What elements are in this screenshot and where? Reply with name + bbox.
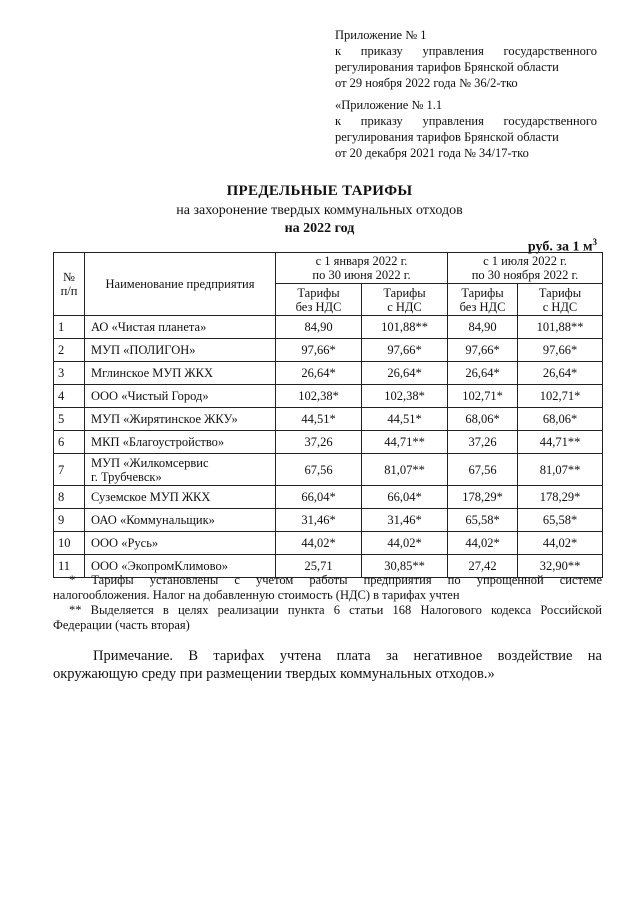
tariffs-table bbox=[53, 252, 603, 578]
footnote-2-line1: ** Выделяется в целях реализации пункта 6 статьи 168 Налогового кодекса Российской bbox=[69, 603, 602, 617]
row-number: 9 bbox=[54, 509, 85, 532]
row-p1-vat: 102,38* bbox=[362, 385, 448, 408]
row-name: ООО «Чистый Город» bbox=[85, 385, 276, 408]
row-number: 6 bbox=[54, 431, 85, 454]
document-year: на 2022 год bbox=[284, 221, 355, 236]
row-p2-vat: 44,71** bbox=[518, 431, 603, 454]
row-number: 10 bbox=[54, 532, 85, 555]
row-p1-no-vat: 44,02* bbox=[276, 532, 362, 555]
row-p2-vat: 68,06* bbox=[518, 408, 603, 431]
row-p2-no-vat: 37,26 bbox=[448, 431, 518, 454]
header-p2-no-vat: Тарифы без НДС bbox=[448, 284, 518, 316]
row-number: 4 bbox=[54, 385, 85, 408]
table-row bbox=[54, 509, 603, 532]
row-p2-vat: 32,90** bbox=[518, 555, 603, 578]
unit-sup: 3 bbox=[592, 237, 597, 247]
appendix-1-1-line3: от 20 декабря 2021 года № 34/17-тко bbox=[335, 146, 529, 160]
row-name: МУП «Жирятинское ЖКУ» bbox=[85, 408, 276, 431]
row-name: МУП «ПОЛИГОН» bbox=[85, 339, 276, 362]
row-p2-no-vat: 26,64* bbox=[448, 362, 518, 385]
row-name: МКП «Благоустройство» bbox=[85, 431, 276, 454]
footnote-star-2 bbox=[53, 603, 602, 633]
footnote-2-line2: Федерации (часть вторая) bbox=[53, 618, 190, 632]
row-number: 11 bbox=[54, 555, 85, 578]
row-name: ООО «Русь» bbox=[85, 532, 276, 555]
row-number: 8 bbox=[54, 486, 85, 509]
unit-text: руб. за 1 м bbox=[527, 239, 593, 255]
row-name: Суземское МУП ЖКХ bbox=[85, 486, 276, 509]
row-p2-no-vat: 67,56 bbox=[448, 454, 518, 486]
document-subtitle: на захоронение твердых коммунальных отходов bbox=[176, 203, 463, 218]
row-p1-no-vat: 102,38* bbox=[276, 385, 362, 408]
row-name: Мглинское МУП ЖКХ bbox=[85, 362, 276, 385]
row-p1-no-vat: 67,56 bbox=[276, 454, 362, 486]
table-body bbox=[54, 316, 603, 578]
appendix-1-line3: от 29 ноября 2022 года № 36/2-тко bbox=[335, 76, 518, 90]
row-p1-no-vat: 37,26 bbox=[276, 431, 362, 454]
row-p2-no-vat: 68,06* bbox=[448, 408, 518, 431]
row-number: 5 bbox=[54, 408, 85, 431]
row-p2-no-vat: 65,58* bbox=[448, 509, 518, 532]
row-name: ООО «ЭкопромКлимово» bbox=[85, 555, 276, 578]
header-number: № п/п bbox=[54, 253, 85, 316]
appendix-1-line2: регулирования тарифов Брянской области bbox=[335, 60, 559, 74]
document-title: ПРЕДЕЛЬНЫЕ ТАРИФЫ bbox=[226, 183, 413, 199]
appendix-1-block bbox=[335, 27, 597, 91]
header-period-1: с 1 января 2022 г. по 30 июня 2022 г. bbox=[276, 253, 448, 284]
footnote-1-line2: налогообложения. Налог на добавленную стоимость (НДС) в тарифах учтен bbox=[53, 588, 460, 602]
appendix-1-1-line2: регулирования тарифов Брянской области bbox=[335, 130, 559, 144]
remark-block bbox=[53, 647, 602, 683]
table-row bbox=[54, 385, 603, 408]
row-p1-no-vat: 31,46* bbox=[276, 509, 362, 532]
row-p1-vat: 101,88** bbox=[362, 316, 448, 339]
row-p1-no-vat: 66,04* bbox=[276, 486, 362, 509]
row-p2-vat: 97,66* bbox=[518, 339, 603, 362]
row-p1-vat: 44,71** bbox=[362, 431, 448, 454]
row-p2-no-vat: 102,71* bbox=[448, 385, 518, 408]
row-name: АО «Чистая планета» bbox=[85, 316, 276, 339]
row-p2-vat: 44,02* bbox=[518, 532, 603, 555]
table-row bbox=[54, 454, 603, 486]
table-row bbox=[54, 362, 603, 385]
header-p2-vat: Тарифы с НДС bbox=[518, 284, 603, 316]
row-p1-vat: 44,51* bbox=[362, 408, 448, 431]
appendix-1-title: Приложение № 1 bbox=[335, 28, 427, 42]
row-p1-vat: 81,07** bbox=[362, 454, 448, 486]
row-p2-no-vat: 178,29* bbox=[448, 486, 518, 509]
row-p1-no-vat: 84,90 bbox=[276, 316, 362, 339]
row-p1-vat: 26,64* bbox=[362, 362, 448, 385]
row-p1-no-vat: 97,66* bbox=[276, 339, 362, 362]
row-p2-vat: 102,71* bbox=[518, 385, 603, 408]
row-p2-vat: 65,58* bbox=[518, 509, 603, 532]
appendix-1-1-block bbox=[335, 97, 597, 161]
table-row bbox=[54, 339, 603, 362]
row-number: 3 bbox=[54, 362, 85, 385]
row-name: ОАО «Коммунальщик» bbox=[85, 509, 276, 532]
remark-line1: Примечание. В тарифах учтена плата за негативное воздействие на bbox=[93, 648, 602, 664]
remark-line2: окружающую среду при размещении твердых коммунальных отходов.» bbox=[53, 666, 495, 682]
header-name: Наименование предприятия bbox=[85, 253, 276, 316]
row-p2-no-vat: 97,66* bbox=[448, 339, 518, 362]
row-p1-vat: 97,66* bbox=[362, 339, 448, 362]
appendix-1-line1: к приказу управления государственного bbox=[335, 44, 597, 58]
row-number: 2 bbox=[54, 339, 85, 362]
header-p1-no-vat: Тарифы без НДС bbox=[276, 284, 362, 316]
table-row bbox=[54, 408, 603, 431]
row-p2-vat: 178,29* bbox=[518, 486, 603, 509]
row-p1-vat: 44,02* bbox=[362, 532, 448, 555]
row-p2-no-vat: 44,02* bbox=[448, 532, 518, 555]
appendix-1-1-title: «Приложение № 1.1 bbox=[335, 98, 443, 112]
table-row bbox=[54, 316, 603, 339]
row-p2-vat: 81,07** bbox=[518, 454, 603, 486]
row-p2-vat: 101,88** bbox=[518, 316, 603, 339]
footnote-star-1 bbox=[53, 573, 602, 603]
row-p1-vat: 31,46* bbox=[362, 509, 448, 532]
row-p1-vat: 30,85** bbox=[362, 555, 448, 578]
table-row bbox=[54, 431, 603, 454]
row-number: 1 bbox=[54, 316, 85, 339]
row-number: 7 bbox=[54, 454, 85, 486]
header-period-2: с 1 июля 2022 г. по 30 ноября 2022 г. bbox=[448, 253, 603, 284]
row-p2-no-vat: 27,42 bbox=[448, 555, 518, 578]
row-name: МУП «Жилкомсервис г. Трубчевск» bbox=[85, 454, 276, 486]
row-p2-no-vat: 84,90 bbox=[448, 316, 518, 339]
appendix-1-1-line1: к приказу управления государственного bbox=[335, 114, 597, 128]
header-p1-vat: Тарифы с НДС bbox=[362, 284, 448, 316]
row-p2-vat: 26,64* bbox=[518, 362, 603, 385]
row-p1-no-vat: 25,71 bbox=[276, 555, 362, 578]
row-p1-no-vat: 44,51* bbox=[276, 408, 362, 431]
table-row bbox=[54, 486, 603, 509]
table-row bbox=[54, 532, 603, 555]
row-p1-vat: 66,04* bbox=[362, 486, 448, 509]
footnote-1-line1: * Тарифы установлены с учетом работы предприятия по упрощенной системе bbox=[69, 573, 602, 587]
row-p1-no-vat: 26,64* bbox=[276, 362, 362, 385]
